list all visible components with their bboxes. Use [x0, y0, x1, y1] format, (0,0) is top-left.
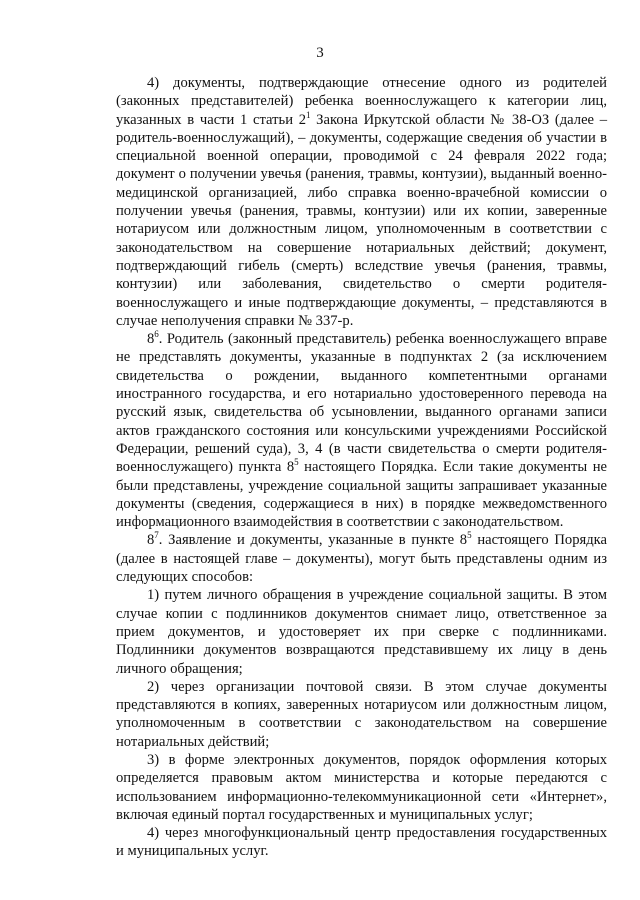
paragraph-text: 1) путем личного обращения в учреждение социальной защиты. В этом случае копии с подлинников документов снимает лицо, ответственное за прием документов, и удостоверяет их при сверке с подлинниками. Подлинники документов возвращаются представившему их лицу в день личного обращения; — [116, 587, 607, 677]
superscript-index: 5 — [467, 530, 472, 541]
paragraph — [116, 531, 607, 586]
paragraph — [116, 330, 607, 531]
superscript-index: 1 — [306, 109, 311, 120]
paragraph — [116, 824, 607, 861]
paragraph-text: 8 — [147, 532, 155, 549]
paragraph — [116, 678, 607, 751]
page-number: 3 — [316, 45, 324, 61]
superscript-index: 6 — [154, 329, 159, 340]
superscript-index: 7 — [154, 530, 159, 541]
paragraph-text: 8 — [147, 331, 155, 348]
paragraph-text: 3) в форме электронных документов, порядок оформления которых определяется правовым актом министерства и которые передаются с использованием информационно-телекоммуникационной сети «Интернет», включая единый портал государственных и муниципальных услуг; — [116, 751, 607, 823]
paragraph — [116, 586, 607, 677]
paragraph-text: . Родитель (законный представитель) ребенка военнослужащего вправе не представлять документы, указанные в подпунктах 2 (за исключением свидетельства о рождении, выданного компетентными органами иностранного государства, и его нотариально удостоверенного перевода на русский язык, свидетельства об усыновлении, выданного органами записи актов гражданского состояния или консульскими учреждениями Российской Федерации, решений суда), 3, 4 (в части свидетельства о смерти родителя-военнослужащего) пункта 8 — [116, 331, 607, 476]
paragraph-text: 2) через организации почтовой связи. В этом случае документы представляются в копиях, заверенных нотариусом или должностным лицом, уполномоченным в соответствии с законодательством на совершение нотариальных действий; — [116, 678, 607, 750]
paragraph-text: 4) документы, подтверждающие отнесение одного из родителей (законных представителей) ребенка военнослужащего к категории лиц, указанных в части 1 статьи 2 — [116, 75, 607, 128]
paragraph — [116, 751, 607, 824]
paragraph-text: настоящего Порядка (далее в настоящей главе – документы), могут быть представлены одним из следующих способов: — [116, 532, 607, 586]
paragraph-text: . Заявление и документы, указанные в пункте 8 — [158, 532, 468, 549]
superscript-index: 5 — [294, 457, 299, 468]
paragraph-text: 4) через многофункциональный центр предоставления государственных и муниципальных услуг. — [116, 825, 607, 860]
paragraph-text: настоящего Порядка. Если такие документы не были представлены, учреждение социальной защиты запрашивает указанные документы (сведения, содержащиеся в них) в порядке межведомственного информационного взаимодействия в соответствии с законодательством. — [116, 459, 607, 531]
paragraph — [116, 74, 607, 330]
paragraph-text: Закона Иркутской области № 38-ОЗ (далее – родитель-военнослужащий), – документы, содержащие сведения об участии в специальной военной операции, проводимой с 24 февраля 2022 года; документ о получении увечья (ранения, травмы, контузии), выданный военно-медицинской организацией, либо справка военно-врачебной комиссии о получении увечья (ранения, травмы, контузии) или их копии, заверенные нотариусом или должностным лицом, уполномоченным в соответствии с законодательством на совершение нотариальных действий; документ, подтверждающий гибель (смерть) вследствие увечья (ранения, травмы, контузии) или заболевания, свидетельство о смерти родителя-военнослужащего и иные подтверждающие документы, – представляются в случае неполучения справки № 337-р. — [116, 111, 608, 329]
document-body — [116, 74, 607, 861]
